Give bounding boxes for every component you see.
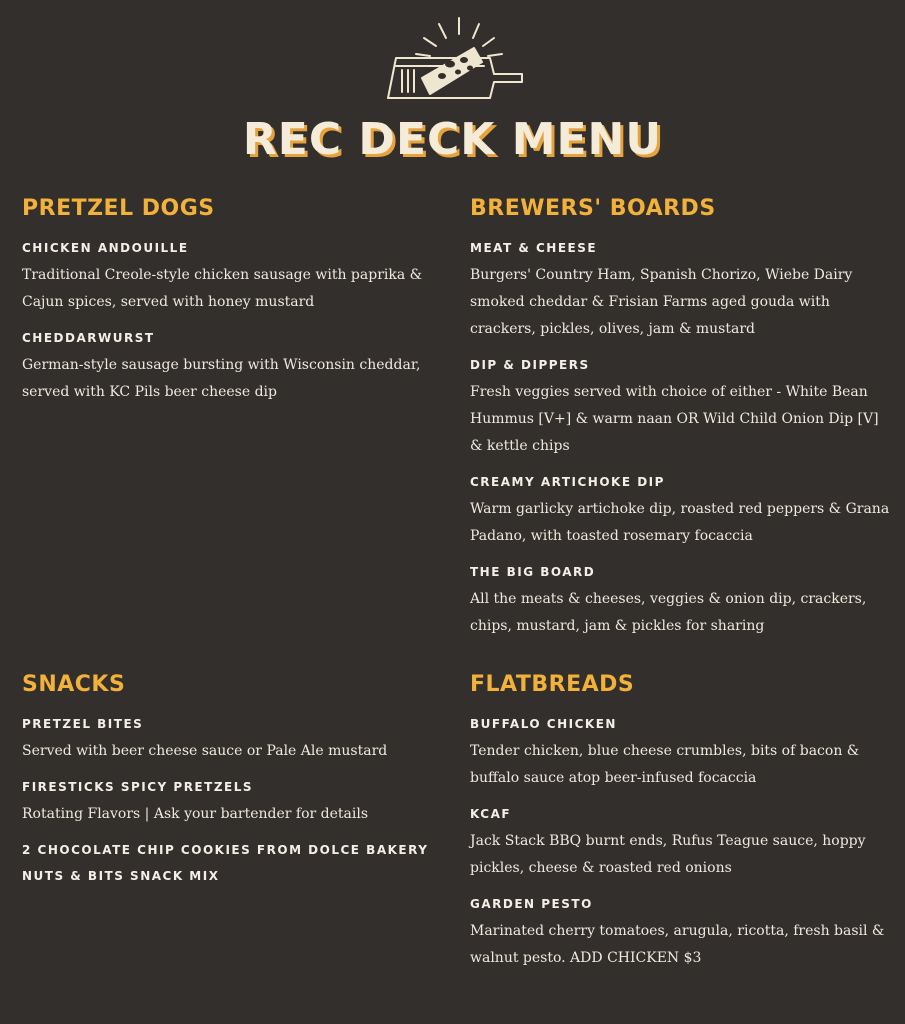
menu-item: [470, 896, 895, 972]
item-description: Fresh veggies served with choice of either - White Bean Hummus [V+] & warm naan OR Wild Child Onion Dip [V] & kettle chips: [470, 384, 879, 454]
item-name: KCAF: [470, 807, 512, 821]
item-description: German-style sausage bursting with Wisconsin cheddar, served with KC Pils beer cheese dip: [22, 357, 421, 400]
item-name: BUFFALO CHICKEN: [470, 717, 617, 731]
item-name: DIP & DIPPERS: [470, 358, 590, 372]
item-name: PRETZEL BITES: [22, 717, 144, 731]
menu-item: [22, 842, 442, 858]
menu-item: [22, 716, 442, 765]
section-heading: BREWERS' BOARDS: [470, 196, 716, 221]
item-description: All the meats & cheeses, veggies & onion dip, crackers, chips, mustard, jam & pickles for sharing: [470, 591, 867, 634]
item-name: NUTS & BITS SNACK MIX: [22, 869, 220, 883]
item-name: CHEDDARWURST: [22, 331, 155, 345]
section-heading: FLATBREADS: [470, 672, 635, 697]
item-description: Marinated cherry tomatoes, arugula, ricotta, fresh basil & walnut pesto. ADD CHICKEN $3: [470, 923, 885, 966]
menu-item: [22, 240, 442, 316]
menu-item: [22, 330, 442, 406]
menu-item: [470, 716, 895, 792]
section-heading: SNACKS: [22, 672, 126, 697]
item-name: CREAMY ARTICHOKE DIP: [470, 475, 665, 489]
item-description: Served with beer cheese sauce or Pale Ale mustard: [22, 743, 388, 759]
item-description: Rotating Flavors | Ask your bartender for details: [22, 806, 369, 822]
menu-item: [470, 474, 895, 550]
menu-item: [470, 240, 895, 343]
item-name: MEAT & CHEESE: [470, 241, 598, 255]
menu-title: REC DECK MENU: [242, 114, 663, 165]
cutting-board-cheese-icon: [382, 14, 528, 102]
item-name: FIRESTICKS SPICY PRETZELS: [22, 780, 253, 794]
section-pretzel-dogs: [22, 196, 442, 406]
item-name: CHICKEN ANDOUILLE: [22, 241, 189, 255]
item-name: 2 CHOCOLATE CHIP COOKIES FROM DOLCE BAKERY: [22, 843, 429, 857]
section-snacks: [22, 672, 442, 884]
menu-item: [470, 806, 895, 882]
menu-item: [470, 357, 895, 460]
item-name: THE BIG BOARD: [470, 565, 596, 579]
section-brewers-boards: [470, 196, 895, 640]
item-description: Traditional Creole-style chicken sausage with paprika & Cajun spices, served with honey mustard: [22, 267, 423, 310]
menu-item: [22, 779, 442, 828]
section-flatbreads: [470, 672, 895, 972]
item-description: Burgers' Country Ham, Spanish Chorizo, Wiebe Dairy smoked cheddar & Frisian Farms aged gouda with crackers, pickles, olives, jam & mustard: [470, 267, 853, 337]
menu-item: [22, 868, 442, 884]
item-name: GARDEN PESTO: [470, 897, 593, 911]
menu-item: [470, 564, 895, 640]
item-description: Warm garlicky artichoke dip, roasted red peppers & Grana Padano, with toasted rosemary focaccia: [470, 501, 890, 544]
item-description: Tender chicken, blue cheese crumbles, bits of bacon & buffalo sauce atop beer-infused focaccia: [470, 743, 860, 786]
item-description: Jack Stack BBQ burnt ends, Rufus Teague sauce, hoppy pickles, cheese & roasted red onions: [470, 833, 866, 876]
section-heading: PRETZEL DOGS: [22, 196, 215, 221]
